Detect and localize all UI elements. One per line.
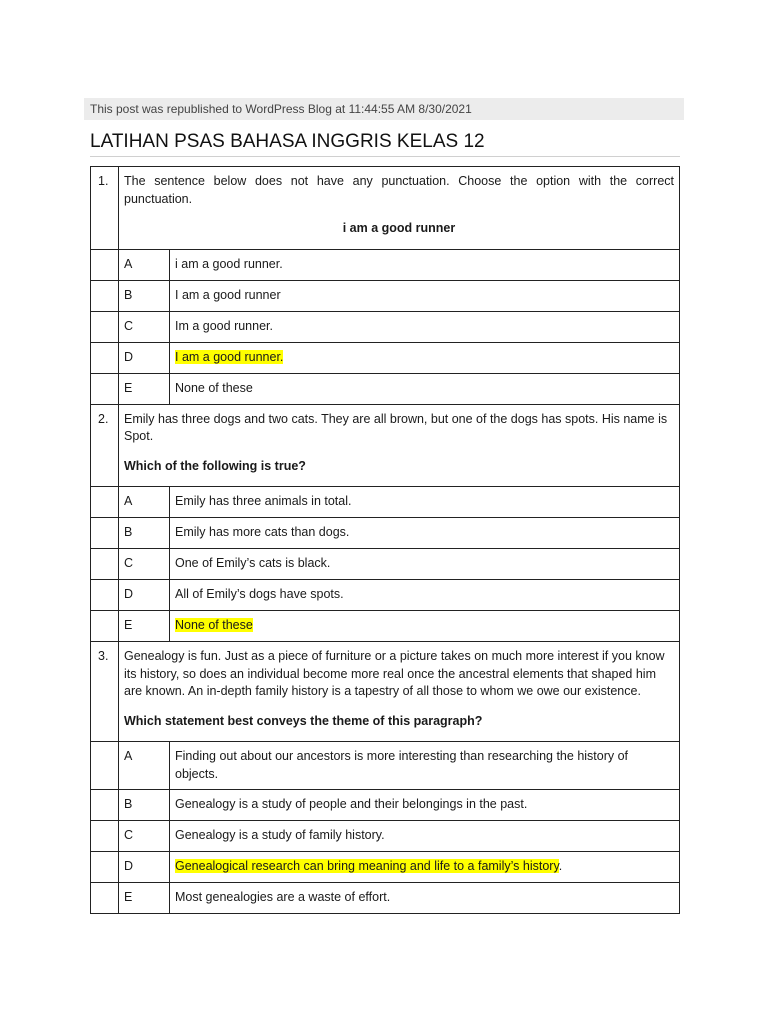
quiz-table <box>90 166 680 914</box>
option-text: Emily has three animals in total. <box>170 487 680 518</box>
option-row <box>91 249 680 280</box>
option-text: None of these <box>170 373 680 404</box>
option-text <box>170 342 680 373</box>
question-text: Genealogy is fun. Just as a piece of furniture or a picture takes on much more interest if you know its history, so does an individual become more real once the ancestral elements that shaped him are known. An in-depth family history is a tapestry of all those to whom we owe our existence. <box>124 649 665 698</box>
question-row <box>91 404 680 487</box>
option-row <box>91 852 680 883</box>
option-row <box>91 342 680 373</box>
question-text: Emily has three dogs and two cats. They are all brown, but one of the dogs has spots. His name is Spot. <box>124 411 668 443</box>
question-stem <box>119 642 680 742</box>
highlighted-answer: None of these <box>175 618 253 632</box>
page-title: LATIHAN PSAS BAHASA INGGRIS KELAS 12 <box>90 131 485 152</box>
option-letter: E <box>119 611 170 642</box>
option-letter: D <box>119 852 170 883</box>
option-text: One of Emily’s cats is black. <box>170 549 680 580</box>
option-text: Finding out about our ancestors is more interesting than researching the history of objects. <box>170 742 680 790</box>
question-prompt: Which statement best conveys the theme of this paragraph? <box>124 713 483 728</box>
option-row <box>91 790 680 821</box>
option-letter: C <box>119 311 170 342</box>
question-stem <box>119 167 680 250</box>
question-stem <box>119 404 680 487</box>
option-row <box>91 373 680 404</box>
question-number: 2. <box>91 404 119 487</box>
option-text: Im a good runner. <box>170 311 680 342</box>
option-row <box>91 821 680 852</box>
option-letter: E <box>119 373 170 404</box>
option-row <box>91 883 680 914</box>
option-letter: D <box>119 580 170 611</box>
option-letter: E <box>119 883 170 914</box>
option-letter: B <box>119 280 170 311</box>
option-letter: A <box>119 249 170 280</box>
option-text: Genealogical research can bring meaning and life to a family’s history. <box>170 852 680 883</box>
highlighted-answer: Genealogical research can bring meaning and life to a family’s history <box>175 859 559 873</box>
option-text: Genealogy is a study of family history. <box>170 821 680 852</box>
option-text <box>170 611 680 642</box>
option-text: All of Emily’s dogs have spots. <box>170 580 680 611</box>
option-row <box>91 742 680 790</box>
option-row <box>91 311 680 342</box>
republish-notice: This post was republished to WordPress Blog at 11:44:55 AM 8/30/2021 <box>84 98 684 120</box>
option-row <box>91 549 680 580</box>
option-row <box>91 518 680 549</box>
question-number: 3. <box>91 642 119 742</box>
option-letter: A <box>119 487 170 518</box>
question-text: The sentence below does not have any punctuation. Choose the option with the correct punctuation. <box>124 174 674 206</box>
option-row <box>91 580 680 611</box>
question-number: 1. <box>91 167 119 250</box>
option-row <box>91 487 680 518</box>
title-divider <box>90 156 680 157</box>
option-text: Most genealogies are a waste of effort. <box>170 883 680 914</box>
option-text: I am a good runner <box>170 280 680 311</box>
question-row <box>91 167 680 250</box>
option-text: i am a good runner. <box>170 249 680 280</box>
option-letter: C <box>119 549 170 580</box>
highlighted-answer: I am a good runner. <box>175 349 284 364</box>
option-letter: B <box>119 790 170 821</box>
question-prompt: Which of the following is true? <box>124 458 306 473</box>
option-letter: D <box>119 342 170 373</box>
question-row <box>91 642 680 742</box>
option-text: Genealogy is a study of people and their belongings in the past. <box>170 790 680 821</box>
option-letter: B <box>119 518 170 549</box>
option-row <box>91 280 680 311</box>
option-letter: A <box>119 742 170 790</box>
option-letter: C <box>119 821 170 852</box>
option-row <box>91 611 680 642</box>
option-text: Emily has more cats than dogs. <box>170 518 680 549</box>
question-prompt: i am a good runner <box>342 221 456 235</box>
